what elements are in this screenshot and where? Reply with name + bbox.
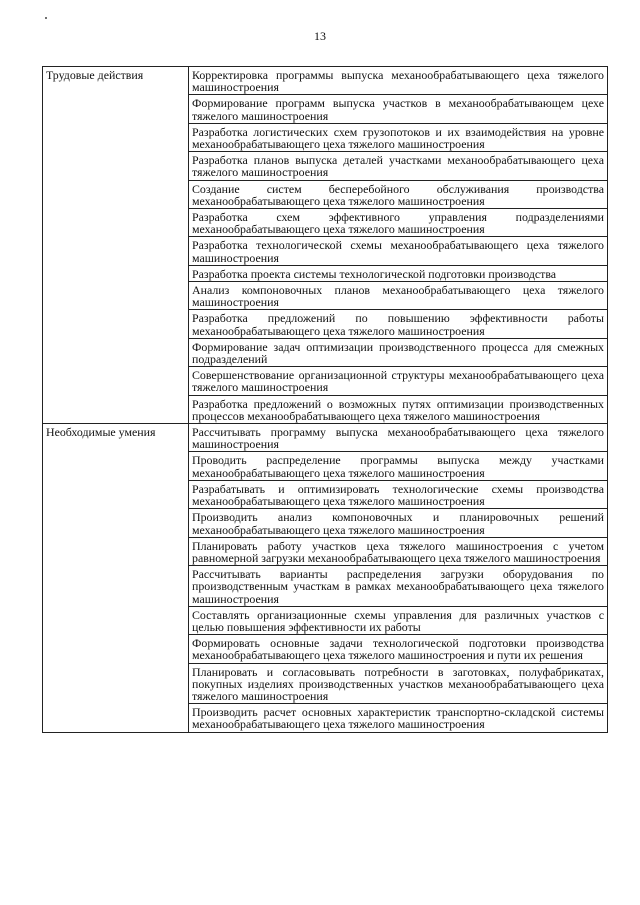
section-item: Корректировка программы выпуска механообрабатывающего цеха тяжелого машиностроения	[189, 67, 608, 95]
section-item: Создание систем бесперебойного обслуживания производства механообрабатывающего цеха тяжелого машиностроения	[189, 180, 608, 208]
section-item: Разрабатывать и оптимизировать технологические схемы производства механообрабатывающего цеха тяжелого машиностроения	[189, 480, 608, 508]
section-item: Производить анализ компоновочных и планировочных решений механообрабатывающего цеха тяжелого машиностроения	[189, 509, 608, 537]
section-label: Трудовые действия	[43, 67, 189, 424]
section-item: Анализ компоновочных планов механообрабатывающего цеха тяжелого машиностроения	[189, 282, 608, 310]
section-item: Производить расчет основных характеристик транспортно-складской системы механообрабатывающего цеха тяжелого машиностроения	[189, 704, 608, 732]
section-item: Рассчитывать варианты распределения загрузки оборудования по производственным участкам в рамках механообрабатывающего цеха тяжелого машиностроения	[189, 566, 608, 607]
section-item: Формирование задач оптимизации производственного процесса для смежных подразделений	[189, 338, 608, 366]
section-item: Разработка технологической схемы механообрабатывающего цеха тяжелого машиностроения	[189, 237, 608, 265]
table-row	[43, 424, 608, 452]
section-item: Составлять организационные схемы управления для различных участков с целью повышения эффективности их работы	[189, 606, 608, 634]
section-item: Разработка предложений о возможных путях оптимизации производственных процессов механообрабатывающего цеха тяжелого машиностроения	[189, 395, 608, 423]
section-item: Совершенствование организационной структуры механообрабатывающего цеха тяжелого машиностроения	[189, 367, 608, 395]
section-item: Разработка предложений по повышению эффективности работы механообрабатывающего цеха тяжелого машиностроения	[189, 310, 608, 338]
section-item: Формировать основные задачи технологической подготовки производства механообрабатывающего цеха тяжелого машиностроения и пути их решения	[189, 635, 608, 663]
section-item: Разработка логистических схем грузопотоков и их взаимодействия на уровне механообрабатывающего цеха тяжелого машиностроения	[189, 123, 608, 151]
section-item: Разработка планов выпуска деталей участками механообрабатывающего цеха тяжелого машиностроения	[189, 152, 608, 180]
section-item: Проводить распределение программы выпуска между участками механообрабатывающего цеха тяжелого машиностроения	[189, 452, 608, 480]
page-number: 13	[314, 29, 326, 43]
requirements-table-body	[43, 67, 608, 733]
section-item: Формирование программ выпуска участков в механообрабатывающем цехе тяжелого машиностроения	[189, 95, 608, 123]
scan-speck	[45, 17, 47, 19]
section-item: Рассчитывать программу выпуска механообрабатывающего цеха тяжелого машиностроения	[189, 424, 608, 452]
section-item: Планировать работу участков цеха тяжелого машиностроения с учетом равномерной загрузки механообрабатывающего цеха тяжелого машиностроения	[189, 537, 608, 565]
section-label: Необходимые умения	[43, 424, 189, 732]
requirements-table	[42, 66, 608, 733]
table-row	[43, 67, 608, 95]
section-item: Разработка проекта системы технологической подготовки производства	[189, 265, 608, 281]
section-item: Разработка схем эффективного управления подразделениями механообрабатывающего цеха тяжелого машиностроения	[189, 209, 608, 237]
section-item: Планировать и согласовывать потребности в заготовках, полуфабрикатах, покупных изделиях производственных участков механообрабатывающего цеха тяжелого машиностроения	[189, 663, 608, 704]
